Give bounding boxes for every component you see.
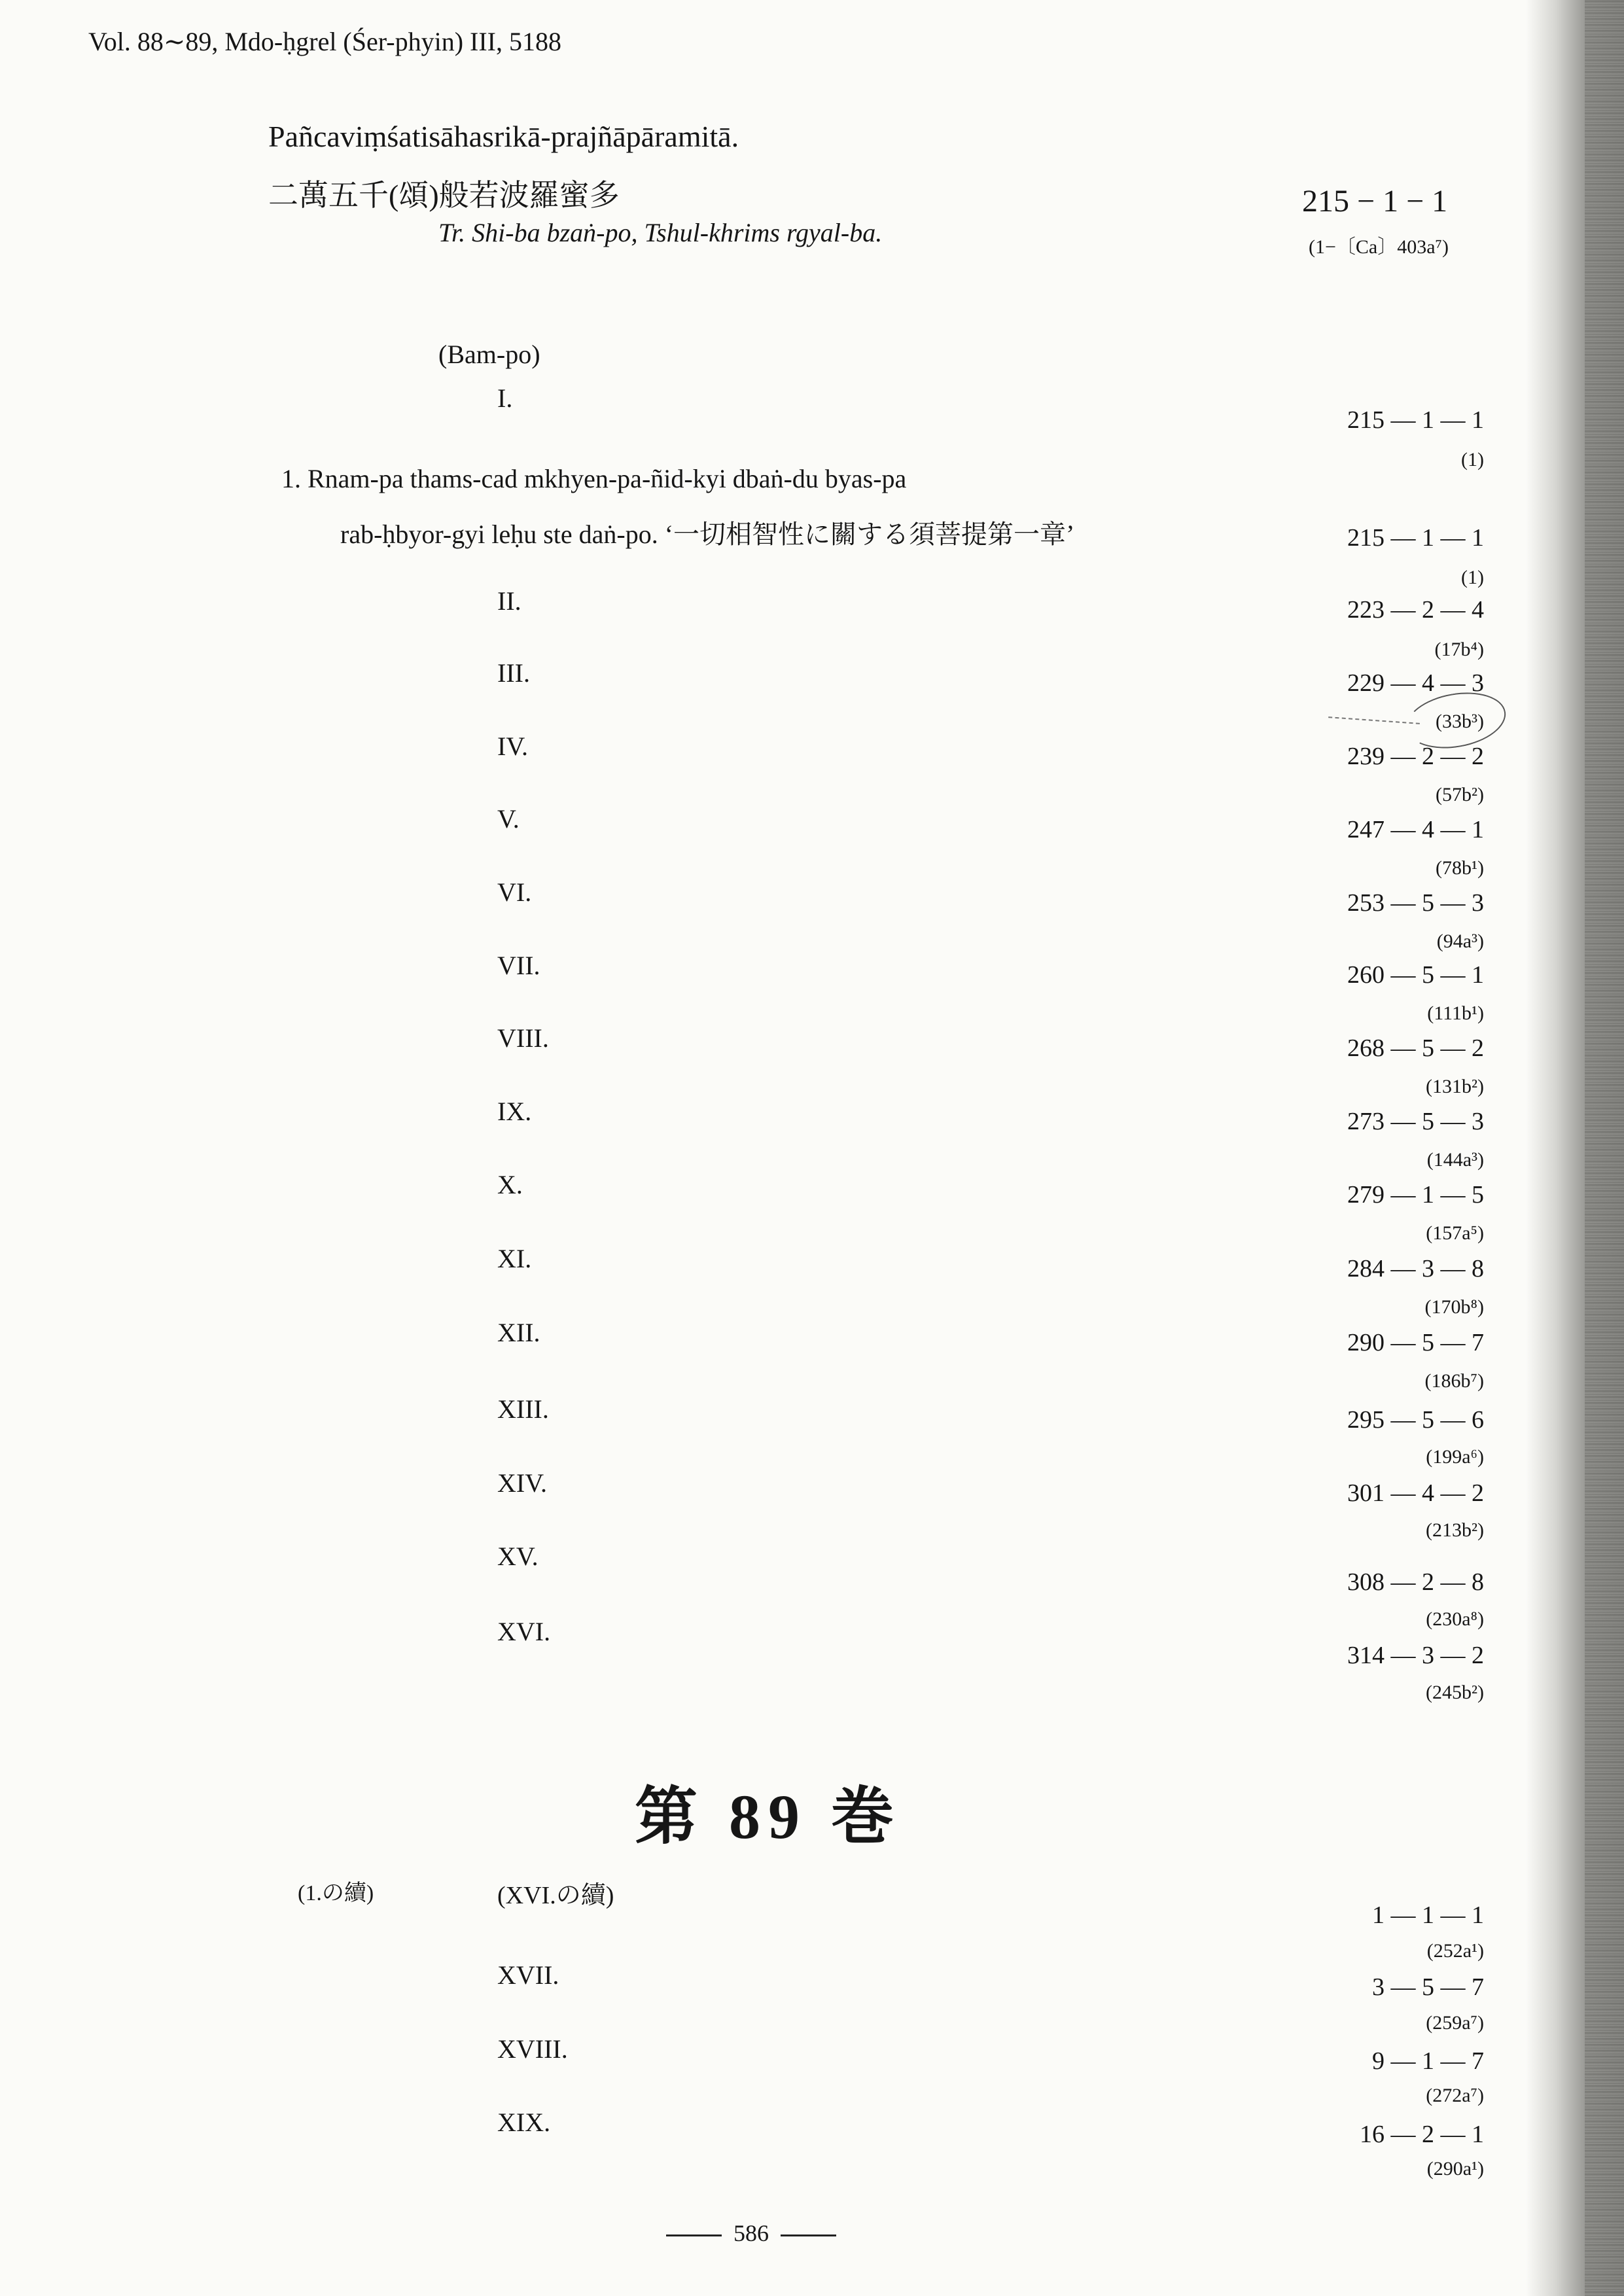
bampo-roman: X. [497, 1170, 523, 1199]
volume-heading: 第 89 巻 [635, 1782, 902, 1852]
bampo-ref-sub: (111b¹) [1427, 1002, 1484, 1024]
bampo-ref: 314 — 3 — 2 [1347, 1642, 1484, 1669]
page-number-dash-right [781, 2234, 836, 2236]
bampo-roman: XIX. [497, 2108, 551, 2137]
bampo-ref: 260 — 5 — 1 [1347, 961, 1484, 989]
page-number-dash-left [666, 2234, 722, 2236]
bampo-ref-sub: (170b⁸) [1424, 1296, 1484, 1318]
bampo-ref-sub: (290a¹) [1426, 2158, 1484, 2180]
page-number [654, 2219, 848, 2247]
bampo-ref: 290 — 5 — 7 [1347, 1329, 1484, 1356]
main-reference-sub: (1−〔Ca〕403a⁷) [1309, 236, 1449, 258]
bampo-ref: 9 — 1 — 7 [1372, 2047, 1484, 2075]
bampo-ref-sub: (57b²) [1436, 784, 1484, 805]
bampo-ref: 308 — 2 — 8 [1347, 1568, 1484, 1596]
bampo-ref-sub: (131b²) [1426, 1076, 1484, 1097]
bampo-ref: 239 — 2 — 2 [1347, 743, 1484, 770]
bampo-ref-sub: (144a³) [1426, 1149, 1484, 1171]
bampo-roman: XV. [497, 1542, 538, 1571]
chapter-title-line1: 1. Rnam-pa thams-cad mkhyen-pa-ñid-kyi dbaṅ-du byas-pa [281, 464, 907, 493]
bampo-roman: XVII. [497, 1960, 559, 1990]
bampo-ref-sub: (252a¹) [1426, 1940, 1484, 1962]
bampo-roman: XVIII. [497, 2034, 568, 2064]
bampo-roman: VIII. [497, 1023, 549, 1053]
bampo-ref: 273 — 5 — 3 [1347, 1108, 1484, 1135]
page-header: Vol. 88∼89, Mdo-ḥgrel (Śer-phyin) III, 5188 [88, 27, 561, 56]
bampo-roman: IV. [497, 732, 529, 761]
bampo-ref: 229 — 4 — 3 [1347, 669, 1484, 697]
bampo-ref: 253 — 5 — 3 [1347, 889, 1484, 917]
chapter-ref-sub: (1) [1461, 567, 1484, 588]
bampo-ref-sub: (199a⁶) [1426, 1446, 1484, 1468]
bampo-roman: II. [497, 586, 521, 616]
bampo-ref-sub: (17b⁴) [1434, 639, 1484, 660]
bampo-ref-sub: (230a⁸) [1426, 1608, 1484, 1630]
bampo-roman: VI. [497, 877, 532, 907]
bampo-roman: VII. [497, 951, 540, 980]
chinese-title: 二萬五千(頌)般若波羅蜜多 [268, 179, 620, 212]
scan-edge-texture [1585, 0, 1624, 2296]
bampo-ref: 223 — 2 — 4 [1347, 596, 1484, 624]
bampo-roman: V. [497, 804, 520, 834]
bampo-ref-sub: (94a³) [1436, 930, 1484, 952]
bampo-ref: 295 — 5 — 6 [1347, 1406, 1484, 1434]
bampo-ref: 247 — 4 — 1 [1347, 816, 1484, 843]
sanskrit-title: Pañcaviṃśatisāhasrikā-prajñāpāramitā. [268, 120, 739, 153]
bampo-roman: XII. [497, 1318, 540, 1347]
bampo-roman: IX. [497, 1097, 532, 1126]
bampo-roman: XIII. [497, 1394, 549, 1424]
bampo-ref: 279 — 1 — 5 [1347, 1181, 1484, 1209]
bampo-ref-sub: (272a⁷) [1426, 2085, 1484, 2106]
page-number-value: 586 [733, 2220, 769, 2246]
bampo-roman: XIV. [497, 1468, 547, 1498]
bampo-ref-sub: (78b¹) [1436, 857, 1484, 879]
bampo-label: (Bam-po) [438, 340, 540, 369]
main-reference: 215 − 1 − 1 [1302, 184, 1448, 219]
chapter-title-line2: rab-ḥbyor-gyi leḥu ste daṅ-po. ‘一切相智性に關する須菩提第一章’ [340, 520, 1075, 549]
bampo-ref: 268 — 5 — 2 [1347, 1034, 1484, 1062]
bampo-roman: I. [497, 383, 513, 413]
bampo-ref-sub: (245b²) [1426, 1682, 1484, 1703]
chapter-continued-label: (1.の續) [298, 1881, 374, 1905]
bampo-ref-sub: (157a⁵) [1426, 1222, 1484, 1244]
bampo-ref-sub: (186b⁷) [1424, 1370, 1484, 1392]
chapter-ref: 215 — 1 — 1 [1347, 524, 1484, 552]
translator-line: Tr. Shi-ba bzaṅ-po, Tshul-khrims rgyal-ba. [438, 218, 883, 247]
bampo-ref-sub: (213b²) [1426, 1519, 1484, 1541]
bampo-ref-sub: (259a⁷) [1426, 2012, 1484, 2034]
bampo-roman: XI. [497, 1244, 532, 1273]
bampo-roman: XVI. [497, 1617, 551, 1646]
bampo-continued-label: (XVI.の續) [497, 1882, 614, 1909]
bampo-roman: III. [497, 658, 530, 688]
bampo-ref: 301 — 4 — 2 [1347, 1479, 1484, 1507]
bampo-ref: 284 — 3 — 8 [1347, 1255, 1484, 1282]
bampo-ref: 1 — 1 — 1 [1372, 1901, 1484, 1929]
bampo-ref-sub: (33b³) [1436, 711, 1484, 732]
bampo-ref: 16 — 2 — 1 [1360, 2121, 1484, 2148]
bampo-ref: 3 — 5 — 7 [1372, 1973, 1484, 2001]
bampo-ref-sub: (1) [1461, 449, 1484, 470]
bampo-ref: 215 — 1 — 1 [1347, 406, 1484, 434]
